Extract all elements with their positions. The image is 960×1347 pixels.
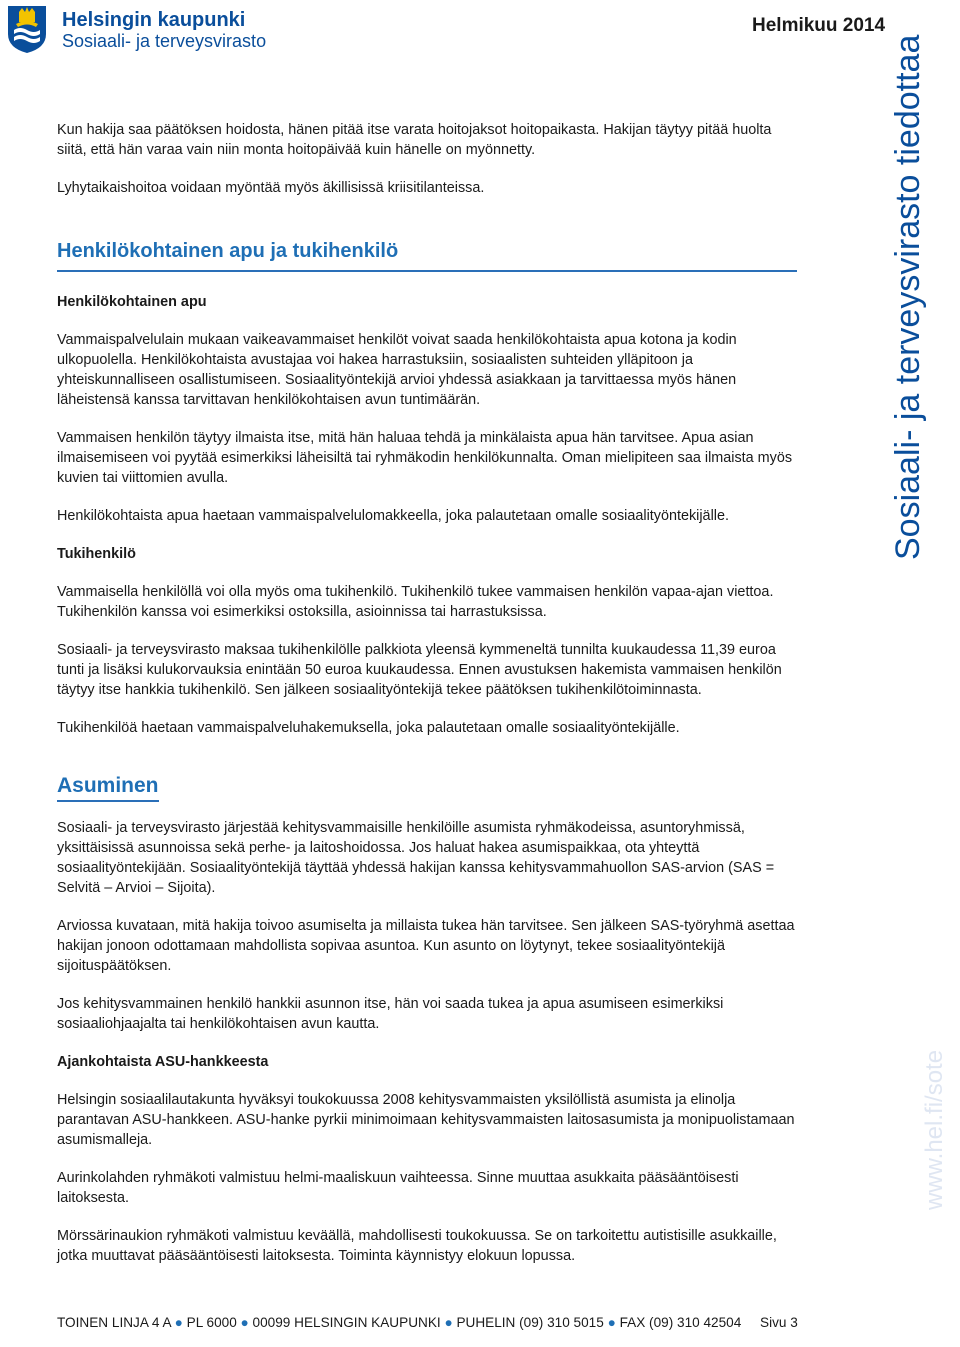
bullet-icon: ●	[174, 1315, 183, 1330]
org-name: Helsingin kaupunki	[62, 9, 246, 31]
footer-city: 00099 HELSINGIN KAUPUNKI	[252, 1315, 441, 1330]
paragraph: Mörssärinaukion ryhmäkoti valmistuu keväällä, mahdollisesti toukokuussa. Se on tarkoitettu autistisille asukkaille, jotka muuttavat pääsääntöisesti laitoksesta. Toiminta käynnistyy elokuun lopussa.	[57, 1228, 777, 1264]
subheading-asu-project: Ajankohtaista ASU-hankkeesta	[57, 1054, 269, 1070]
paragraph: Kun hakija saa päätöksen hoidosta, hänen pitää itse varata hoitojaksot hoitopaikasta. Hakijan täytyy pitää huolta siitä, että hän varaa vain niin monta hoitopäivää kuin hänelle on myönnetty.	[57, 122, 772, 158]
side-banner	[866, 20, 952, 560]
paragraph: Arviossa kuvataan, mitä hakija toivoo asumiselta ja millaista tukea hän tarvitsee. Sen jälkeen SAS-työryhmä asettaa hakijan jonoon odottamaan mahdollista sopivaa asuntoa. Kun asunto on löytynyt, tekee sosiaalityöntekijä sijoituspäätöksen.	[57, 918, 795, 974]
page-number: Sivu 3	[760, 1315, 798, 1330]
subheading-personal-assistance: Henkilökohtainen apu	[57, 294, 207, 310]
bullet-icon: ●	[444, 1315, 453, 1330]
issue-date: Helmikuu 2014	[752, 15, 886, 36]
subheading-support-person: Tukihenkilö	[57, 546, 136, 562]
section-heading-personal-assistance: Henkilökohtainen apu ja tukihenkilö	[57, 240, 399, 262]
footer-phone: PUHELIN (09) 310 5015	[456, 1315, 604, 1330]
bullet-icon: ●	[240, 1315, 249, 1330]
website-url: www.hel.fi/sote	[921, 1049, 948, 1210]
paragraph: Henkilökohtaista apua haetaan vammaispalvelulomakkeella, joka palautetaan omalle sosiaalityöntekijälle.	[57, 508, 729, 524]
paragraph: Sosiaali- ja terveysvirasto järjestää kehitysvammaisille henkilöille asumista ryhmäkodeissa, asuntoryhmissä, yksittäisissä asunnoissa sekä perhe- ja laitoshoidossa. Jos haluat hakea asumispaikkaa, ota yhteyttä sosiaalityöntekijään. Sosiaalityöntekijä täyttää yhdessä hakijan kanssa kehitysvammahuollon SAS-arvion (SAS = Selvitä – Arvioi – Sijoita).	[57, 820, 775, 896]
section-heading-housing: Asuminen	[57, 774, 159, 802]
paragraph: Tukihenkilöä haetaan vammaispalveluhakemuksella, joka palautetaan omalle sosiaalityöntekijälle.	[57, 720, 680, 736]
footer-fax: FAX (09) 310 42504	[619, 1315, 742, 1330]
org-department: Sosiaali- ja terveysvirasto	[62, 31, 267, 51]
paragraph: Aurinkolahden ryhmäkoti valmistuu helmi-maaliskuun vaihteessa. Sinne muuttaa asukkaita pääsääntöisesti laitoksesta.	[57, 1170, 739, 1206]
footer-address: TOINEN LINJA 4 A	[57, 1315, 171, 1330]
paragraph: Vammaisella henkilöllä voi olla myös oma tukihenkilö. Tukihenkilö tukee vammaisen henkilön vapaa-ajan viettoa. Tukihenkilön kanssa voi esimerkiksi ostoksilla, asioinnissa tai harrastuksissa.	[57, 584, 774, 620]
footer-po-box: PL 6000	[186, 1315, 237, 1330]
footer-contact	[57, 1315, 741, 1330]
section-heading-rule	[57, 240, 797, 272]
side-title: Sosiaali- ja terveysvirasto tiedottaa	[889, 34, 927, 560]
paragraph: Vammaisen henkilön täytyy ilmaista itse, mitä hän haluaa tehdä ja minkälaista apua hän tarvitsee. Apua asian ilmaisemiseen voi pyytää esimerkiksi läheisiltä tai ryhmäkodin henkilökunnalta. Oman mielipiteen saa ilmaista myös kuvien tai viittomien avulla.	[57, 430, 793, 486]
paragraph: Vammaispalvelulain mukaan vaikeavammaiset henkilöt voivat saada henkilökohtaista apua kotona ja kodin ulkopuolella. Henkilökohtaista avustajaa voi hakea harrastuksiin, sosiaalisten suhteiden ylläpitoon ja yhteiskunnalliseen osallistumiseen. Sosiaalityöntekijä arvioi yhdessä asiakkaan ja tarvittaessa myös hänen läheistensä kanssa tarvittavan henkilökohtaisen avun tuntimäärän.	[57, 332, 737, 408]
paragraph: Jos kehitysvammainen henkilö hankkii asunnon itse, hän voi saada tukea ja apua asumiseen esimerkiksi sosiaaliohjaajalta tai henkilökohtaisen avun kautta.	[57, 996, 724, 1032]
paragraph: Lyhytaikaishoitoa voidaan myöntää myös äkillisissä kriisitilanteissa.	[57, 180, 485, 196]
paragraph: Sosiaali- ja terveysvirasto maksaa tukihenkilölle palkkiota yleensä kymmeneltä tunnilta kuukaudessa 11,39 euroa tunti ja lisäksi kulukorvauksia enintään 50 euroa kuukaudessa. Ennen avustuksen hakemista vammaisen henkilön täytyy itse hankkia tukihenkilö. Sen jälkeen sosiaalityöntekijä tekee päätöksen tukihenkilötoiminnasta.	[57, 642, 782, 698]
article-body	[57, 120, 797, 1266]
bullet-icon: ●	[607, 1315, 616, 1330]
paragraph: Helsingin sosiaalilautakunta hyväksyi toukokuussa 2008 kehitysvammaisten yksilöllistä asumista ja elinolja parantavan ASU-hankkeen. ASU-hanke pyrkii minimoimaan kehitysvammaisten laitosasumista ja monipuolistamaan asumismalleja.	[57, 1092, 795, 1148]
helsinki-crest-icon	[6, 4, 48, 54]
